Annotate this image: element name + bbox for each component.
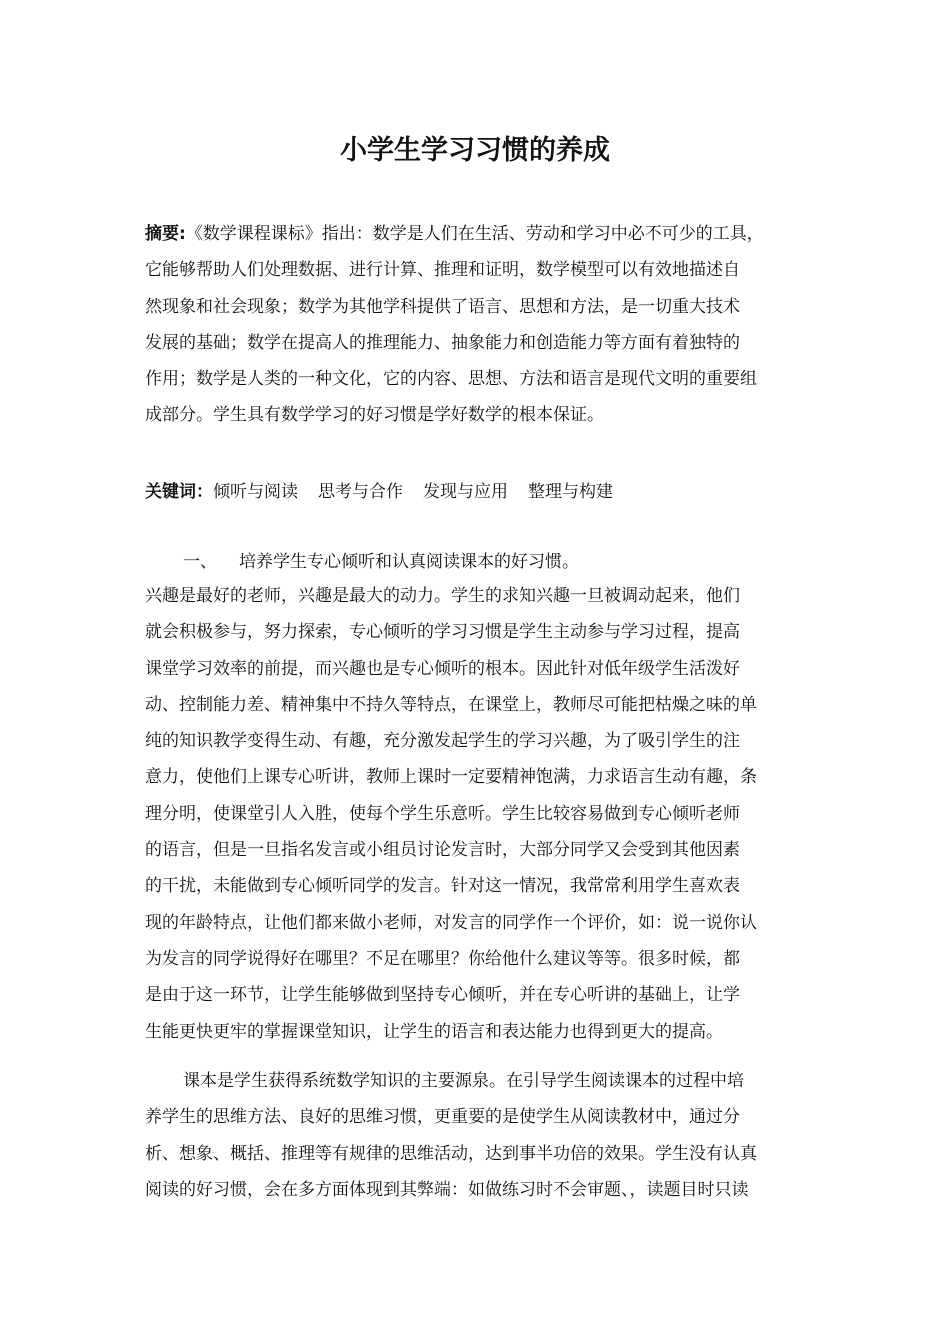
section-number: 一、	[183, 552, 217, 572]
paragraph-line: 的语言，但是一旦指名发言或小组员讨论发言时，大部分同学又会受到其他因素	[145, 840, 740, 861]
abstract-text: 《数学课程课标》指出：数学是人们在生活、劳动和学习中必不可少的工具，	[185, 224, 764, 244]
paragraph-line: 生能更快更牢的掌握课堂知识，让学生的语言和表达能力也得到更大的提高。	[145, 1021, 723, 1042]
paragraph-2	[145, 1063, 807, 1208]
paragraph-line: 就会积极参与，努力探索，专心倾听的学习习惯是学生主动参与学习过程，提高	[145, 622, 740, 643]
abstract-line-2: 它能够帮助人们处理数据、进行计算、推理和证明，数学模型可以有效地描述自	[145, 260, 740, 281]
section-heading-text: 培养学生专心倾听和认真阅读课本的好习惯。	[239, 552, 579, 572]
keyword-item: 倾听与阅读	[213, 482, 298, 502]
paragraph-line: 析、想象、概括、推理等有规律的思维活动，达到事半功倍的效果。学生没有认真	[145, 1143, 757, 1164]
paragraph-line: 是由于这一环节，让学生能够做到坚持专心倾听，并在专心听讲的基础上，让学	[145, 985, 740, 1006]
paragraph-line: 动、控制能力差、精神集中不持久等特点，在课堂上，教师尽可能把枯燥之味的单	[145, 694, 757, 715]
paragraph-line: 理分明，使课堂引人入胜，使每个学生乐意听。学生比较容易做到专心倾听老师	[145, 803, 740, 824]
paragraph-line: 的干扰，未能做到专心倾听同学的发言。针对这一情况，我常常利用学生喜欢表	[145, 876, 740, 897]
abstract-line-6: 成部分。学生具有数学学习的好习惯是学好数学的根本保证。	[145, 405, 604, 426]
keywords-block	[145, 474, 807, 510]
document-title: 小学生学习习惯的养成	[340, 135, 610, 166]
abstract-line-3: 然现象和社会现象；数学为其他学科提供了语言、思想和方法，是一切重大技术	[145, 296, 740, 317]
paragraph-line: 为发言的同学说得好在哪里？不足在哪里？你给他什么建议等等。很多时候，都	[145, 948, 740, 969]
abstract-block	[145, 216, 807, 434]
paragraph-line: 阅读的好习惯，会在多方面体现到其弊端：如做练习时不会审题、，读题目时只读	[145, 1179, 749, 1200]
paragraph-line: 养学生的思维方法、良好的思维习惯，更重要的是使学生从阅读教材中，通过分	[145, 1107, 740, 1128]
paragraph-line: 课本是学生获得系统数学知识的主要源泉。在引导学生阅读课本的过程中培	[183, 1071, 744, 1091]
abstract-line-1	[145, 216, 807, 252]
section-heading	[183, 544, 807, 580]
abstract-line-4: 发展的基础；数学在提高人的推理能力、抽象能力和创造能力等方面有着独特的	[145, 332, 740, 353]
keyword-item: 发现与应用	[423, 482, 508, 502]
paragraph-line: 兴趣是最好的老师，兴趣是最大的动力。学生的求知兴趣一旦被调动起来，他们	[145, 586, 740, 606]
paragraph-line: 意力，使他们上课专心听讲，教师上课时一定要精神饱满，力求语言生动有趣，条	[145, 767, 757, 788]
paragraph-line: 纯的知识教学变得生动、有趣，充分激发起学生的学习兴趣，为了吸引学生的注	[145, 731, 740, 752]
paragraph-line: 课堂学习效率的前提，而兴趣也是专心倾听的根本。因此针对低年级学生活泼好	[145, 658, 740, 679]
keywords-label: 关键词：	[145, 482, 213, 502]
abstract-line-5: 作用；数学是人类的一种文化，它的内容、思想、方法和语言是现代文明的重要组	[145, 369, 757, 390]
abstract-label: 摘要:	[145, 224, 186, 244]
paragraph-line: 现的年龄特点，让他们都来做小老师，对发言的同学作一个评价，如：说一说你认	[145, 912, 757, 933]
keyword-item: 思考与合作	[318, 482, 403, 502]
keyword-item: 整理与构建	[528, 482, 613, 502]
paragraph-1	[145, 578, 807, 1050]
